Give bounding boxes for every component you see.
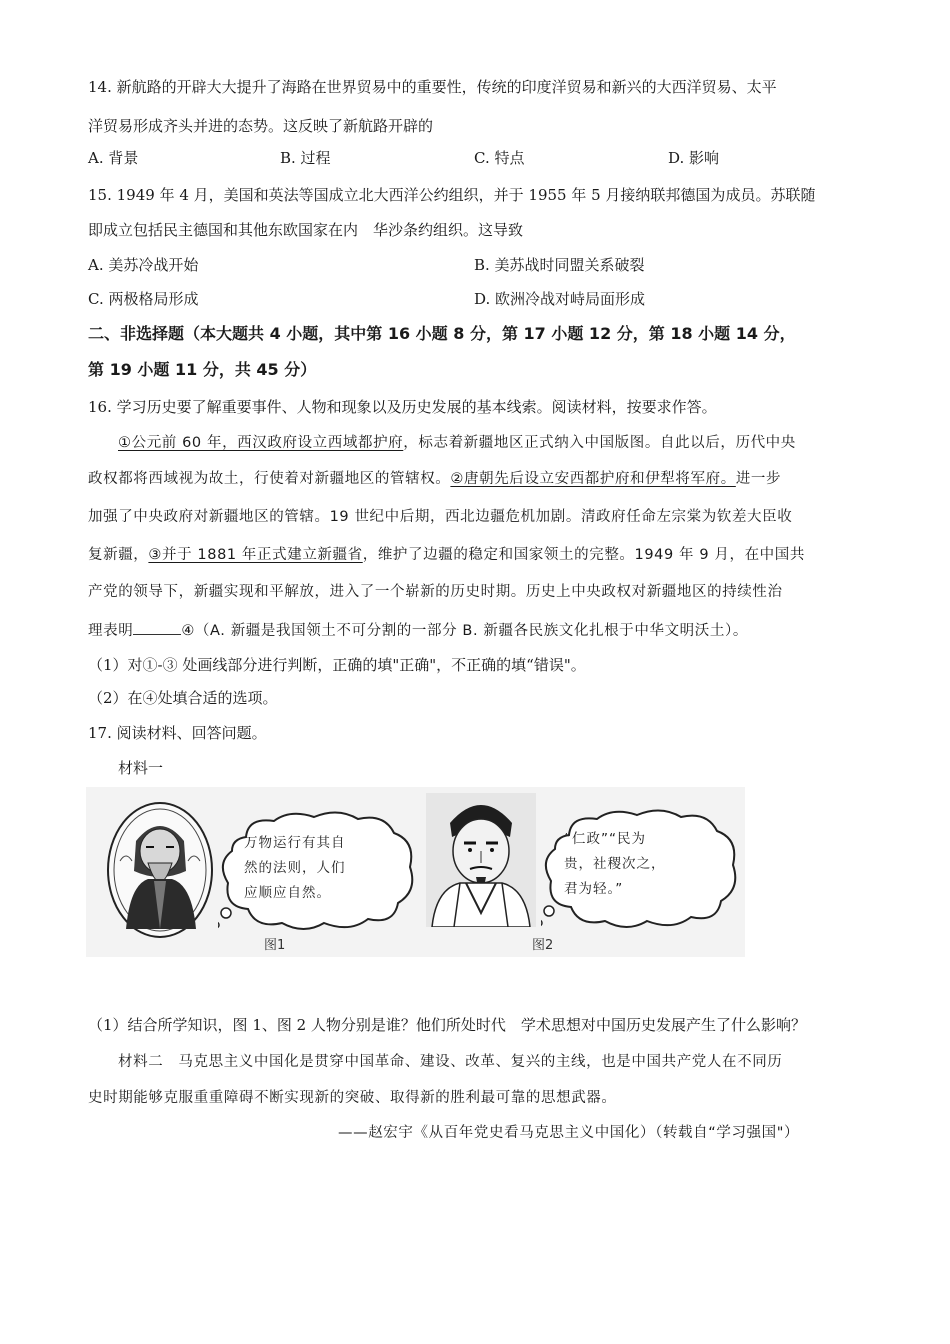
bubble2-line3: 君为轻。”	[564, 881, 624, 897]
q16-underline-1: ①公元前 60 年，西汉政府设立西域都护府	[118, 435, 404, 451]
q16-underline-2: ②唐朝先后设立安西都护府和伊犁将军府。	[450, 471, 736, 487]
q16-material-line4	[88, 545, 805, 565]
section-heading-line2: 第 19 小题 11 分，共 45 分）	[88, 360, 317, 379]
figure-caption-2: 图2	[532, 938, 554, 953]
q17-material1-label: 材料一	[118, 759, 164, 777]
q16-subquestion-2: （2）在④处填合适的选项。	[88, 689, 278, 707]
section-heading-line1: 二、非选择题（本大题共 4 小题，其中第 16 小题 8 分，第 17 小题 12 分，第 18 小题 14 分，	[88, 324, 796, 343]
q15-stem-line1: 15. 1949 年 4 月，美国和英法等国成立北大西洋公约组织，并于 1955 年 5 月接纳联邦德国为成员。苏联随	[88, 186, 816, 204]
q16-material-line5: 产党的领导下，新疆实现和平解放，进入了一个崭新的历史时期。历史上中央政权对新疆地区的持续性治	[88, 584, 783, 600]
bubble1-text	[244, 831, 346, 906]
q14-option-c: C. 特点	[474, 149, 525, 167]
q16-subquestion-1: （1）对①-③ 处画线部分进行判断，正确的填"正确"，不正确的填“错误"。	[88, 656, 586, 674]
q14-option-b: B. 过程	[280, 149, 331, 167]
bubble1-line3: 应顺应自然。	[244, 885, 331, 901]
q17-material2-source: ——赵宏宇《从百年党史看马克思主义中国化）（转载自“学习强国"）	[338, 1125, 800, 1141]
bubble2-line1: “仁政”“民为	[564, 831, 646, 847]
bubble1-line1: 万物运行有其自	[244, 835, 346, 851]
bubble2-text	[564, 827, 666, 902]
bubble1-line2: 然的法则，人们	[244, 860, 346, 876]
q15-option-a: A. 美苏冷战开始	[88, 256, 199, 274]
q16-material-line2-a: 政权都将西域视为故土，行使着对新疆地区的管辖权。	[88, 471, 451, 487]
answer-blank	[133, 620, 181, 635]
q16-material-line4-b: ，维护了边疆的稳定和国家领土的完整。1949 年 9 月，在中国共	[362, 547, 805, 563]
q14-option-a: A. 背景	[88, 149, 139, 167]
laozi-portrait	[106, 801, 214, 939]
q16-material-line2-b: 进一步	[735, 471, 782, 487]
q17-material2-line2: 史时期能够克服重重障碍不断实现新的突破、取得新的胜利最可靠的思想武器。	[88, 1090, 617, 1106]
q16-material-line6-a: 理表明	[88, 623, 134, 639]
q16-material-line2	[88, 469, 781, 489]
q16-underline-3: ③并于 1881 年正式建立新疆省	[148, 547, 363, 563]
figure-caption-1: 图1	[264, 938, 286, 953]
q15-option-b: B. 美苏战时同盟关系破裂	[474, 256, 645, 274]
q16-material-line6	[88, 620, 748, 641]
q16-material-line4-a: 复新疆，	[88, 547, 149, 563]
q17-subquestion-1: （1）结合所学知识，图 1、图 2 人物分别是谁？他们所处时代 学术思想对中国历史发展产生了什么影响？	[88, 1016, 806, 1034]
q16-material-line6-b: ④（A. 新疆是我国领土不可分割的一部分 B. 新疆各民族文化扎根于中华文明沃土）。	[181, 623, 748, 639]
q15-stem-line2: 即成立包括民主德国和其他东欧国家在内 华沙条约组织。这导致	[88, 221, 524, 239]
q17-stem: 17. 阅读材料、回答问题。	[88, 724, 267, 742]
q14-option-d: D. 影响	[668, 149, 720, 167]
q15-option-c: C. 两极格局形成	[88, 290, 199, 308]
q14-stem-line2: 洋贸易形成齐头并进的态势。这反映了新航路开辟的	[88, 117, 434, 135]
q16-material-line1-rest: ，标志着新疆地区正式纳入中国版图。自此以后，历代中央	[403, 435, 796, 451]
q17-material2-line1: 材料二 马克思主义中国化是贯穿中国革命、建设、改革、复兴的主线，也是中国共产党人在不同历	[118, 1054, 783, 1070]
q16-stem: 16. 学习历史要了解重要事件、人物和现象以及历史发展的基本线索。阅读材料，按要求作答。	[88, 398, 717, 416]
q16-material-line3: 加强了中央政府对新疆地区的管辖。19 世纪中后期，西北边疆危机加剧。清政府任命左宗棠为钦差大臣收	[88, 509, 793, 525]
q14-stem-line1: 14. 新航路的开辟大大提升了海路在世界贸易中的重要性，传统的印度洋贸易和新兴的大西洋贸易、太平	[88, 78, 777, 96]
q16-material-line1	[118, 433, 796, 453]
bubble2-line2: 贵，社稷次之，	[564, 856, 666, 872]
q15-option-d: D. 欧洲冷战对峙局面形成	[474, 290, 646, 308]
material1-figure	[86, 787, 745, 957]
mencius-portrait	[426, 793, 536, 927]
